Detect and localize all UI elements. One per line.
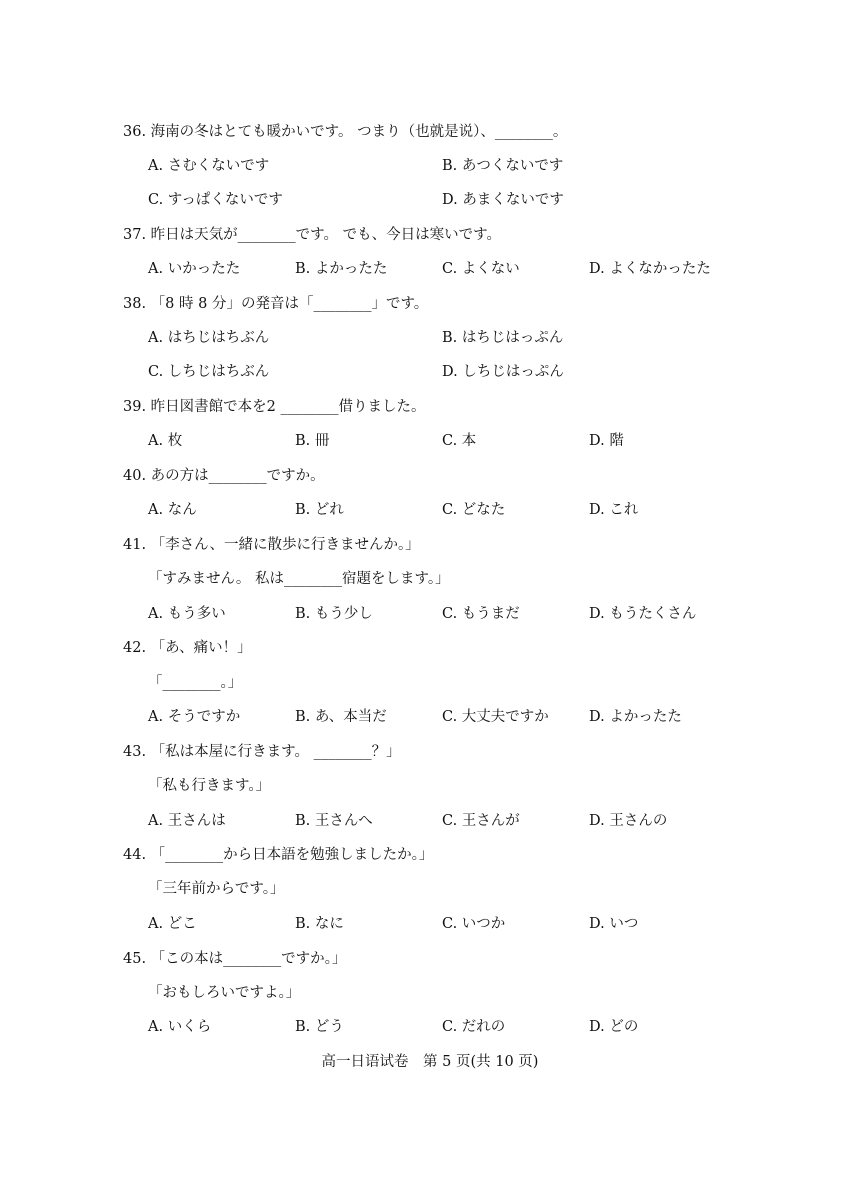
question-45-reply: 「おもしろいですよ。」 [148,985,301,1001]
question-43-option-b: B. 王さんへ [295,813,373,829]
question-40-option-d: D. これ [589,502,639,518]
question-38-option-c: C. しちじはちぶん [148,364,270,380]
page-footer: 高一日语试卷 第 5 页(共 10 页) [321,1054,539,1070]
question-44-option-d: D. いつ [589,916,639,932]
question-42-option-c: C. 大丈夫ですか [442,709,549,725]
question-40-option-a: A. なん [148,502,197,518]
question-42-option-b: B. あ、本当だ [295,709,387,725]
question-44-option-b: B. なに [295,916,344,932]
question-40-option-b: B. どれ [295,502,344,518]
question-40-option-c: C. どなた [442,502,506,518]
question-39-option-c: C. 本 [442,433,477,449]
question-41-option-c: C. もうまだ [442,606,520,622]
question-45-stem: 45. 「この本は________ですか。」 [123,951,347,967]
question-43-reply: 「私も行きます。」 [148,778,271,794]
question-42-reply: 「________。」 [148,675,243,691]
question-38-stem: 38. 「8 時 8 分」の発音は「________」です。 [123,296,429,312]
question-44-reply: 「三年前からです。」 [148,881,285,897]
question-43-option-a: A. 王さんは [148,813,226,829]
question-38-option-b: B. はちじはっぷん [442,330,564,346]
question-41-reply: 「すみません。 私は________宿題をします。」 [148,571,450,587]
question-44-stem: 44. 「________から日本語を勉強しましたか。」 [123,847,434,863]
question-39-option-d: D. 階 [589,433,624,449]
question-36-stem: 36. 海南の冬はとても暖かいです。 つまり（也就是说）、________。 [123,124,568,140]
question-36-option-a: A. さむくないです [148,158,270,174]
question-41-option-d: D. もうたくさん [589,606,697,622]
question-38-option-d: D. しちじはっぷん [442,364,564,380]
question-41-stem: 41. 「李さん、一緒に散歩に行きませんか。」 [123,537,420,553]
question-37-stem: 37. 昨日は天気が________です。 でも、今日は寒いです。 [123,227,501,243]
question-43-stem: 43. 「私は本屋に行きます。 ________？」 [123,744,401,760]
question-45-option-b: B. どう [295,1019,344,1035]
question-45-option-d: D. どの [589,1019,639,1035]
question-37-option-d: D. よくなかったた [589,261,711,277]
question-44-option-c: C. いつか [442,916,506,932]
question-36-option-c: C. すっぱくないです [148,192,283,208]
question-37-option-c: C. よくない [442,261,520,277]
question-44-option-a: A. どこ [148,916,197,932]
question-36-option-b: B. あつくないです [442,158,564,174]
question-41-option-b: B. もう少し [295,606,373,622]
question-45-option-a: A. いくら [148,1019,212,1035]
question-39-option-a: A. 枚 [148,433,183,449]
question-45-option-c: C. だれの [442,1019,506,1035]
question-41-option-a: A. もう多い [148,606,226,622]
question-43-option-c: C. 王さんが [442,813,520,829]
question-42-option-a: A. そうですか [148,709,241,725]
question-37-option-b: B. よかったた [295,261,388,277]
question-42-option-d: D. よかったた [589,709,682,725]
question-40-stem: 40. あの方は________ですか。 [123,468,325,484]
question-38-option-a: A. はちじはちぶん [148,330,270,346]
question-43-option-d: D. 王さんの [589,813,668,829]
question-39-option-b: B. 冊 [295,433,330,449]
question-36-option-d: D. あまくないです [442,192,564,208]
question-37-option-a: A. いかったた [148,261,241,277]
question-42-stem: 42. 「あ、痛い！」 [123,640,252,656]
question-39-stem: 39. 昨日図書館で本を2 ________借りました。 [123,399,426,415]
